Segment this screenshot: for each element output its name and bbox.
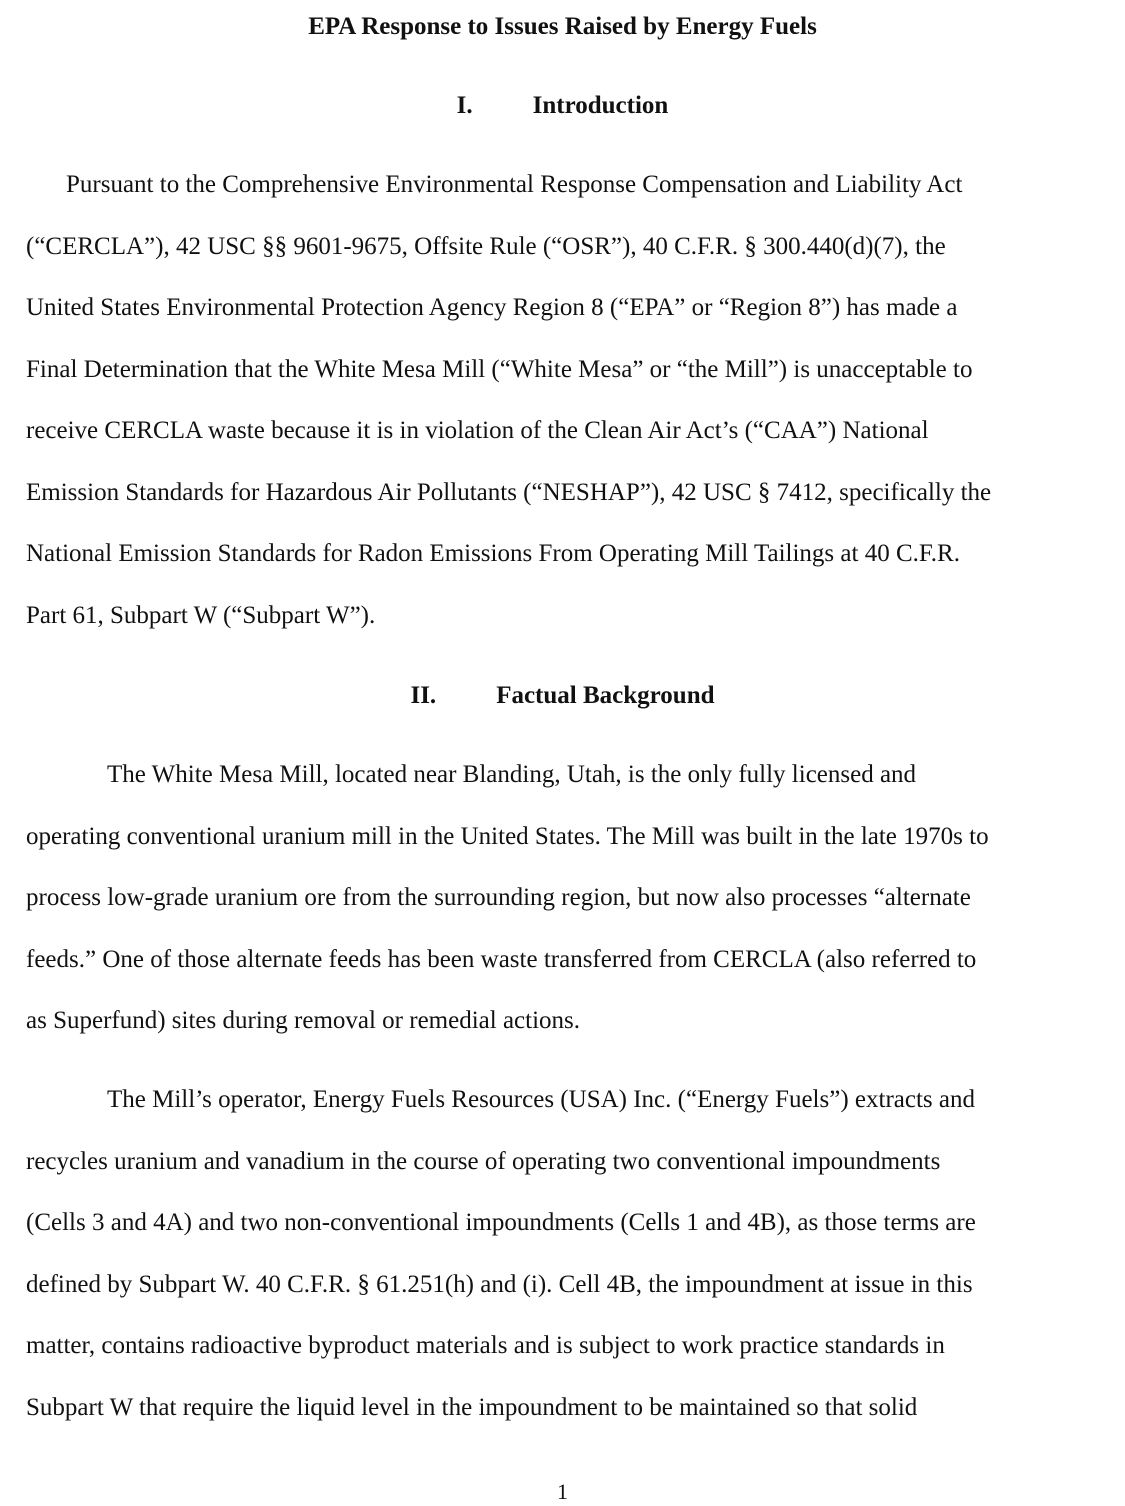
paragraph-line: The White Mesa Mill, located near Blanding, Utah, is the only fully licensed and (107, 761, 917, 788)
paragraph-line: Emission Standards for Hazardous Air Pollutants (“NESHAP”), 42 USC § 7412, specifically the (26, 478, 992, 506)
section-heading-introduction (0, 89, 1125, 123)
paragraph-line: National Emission Standards for Radon Emissions From Operating Mill Tailings at 40 C.F.R. (26, 540, 960, 567)
paragraph-factual-background-1 (26, 744, 1066, 1052)
paragraph-line: matter, contains radioactive byproduct materials and is subject to work practice standards in (26, 1332, 945, 1359)
section-heading-factual-background (0, 679, 1125, 713)
section-title: Introduction (532, 92, 669, 119)
paragraph-line: Pursuant to the Comprehensive Environmental Response Compensation and Liability Act (66, 171, 963, 198)
paragraph-factual-background-2 (26, 1069, 1066, 1438)
paragraph-line: feeds.” One of those alternate feeds has been waste transferred from CERCLA (also referred to (26, 945, 977, 973)
section-number: II. (410, 682, 437, 709)
section-number: I. (456, 92, 473, 119)
paragraph-line: Part 61, Subpart W (“Subpart W”). (26, 601, 376, 629)
paragraph-line: operating conventional uranium mill in the United States. The Mill was built in the late 1970s to (26, 822, 989, 850)
paragraph-line: receive CERCLA waste because it is in violation of the Clean Air Act’s (“CAA”) National (26, 417, 929, 444)
paragraph-line: recycles uranium and vanadium in the course of operating two conventional impoundments (26, 1147, 941, 1175)
paragraph-line: defined by Subpart W. 40 C.F.R. § 61.251(h) and (i). Cell 4B, the impoundment at issue in this (26, 1270, 973, 1298)
paragraph-introduction (26, 154, 1066, 646)
document-title: EPA Response to Issues Raised by Energy Fuels (308, 13, 817, 40)
page-number: 1 (557, 1479, 568, 1504)
paragraph-line: process low-grade uranium ore from the surrounding region, but now also processes “alternate (26, 884, 971, 911)
paragraph-line: as Superfund) sites during removal or remedial actions. (26, 1007, 581, 1034)
section-title: Factual Background (496, 682, 715, 709)
paragraph-line: Subpart W that require the liquid level in the impoundment to be maintained so that solid (26, 1393, 918, 1421)
paragraph-line: The Mill’s operator, Energy Fuels Resources (USA) Inc. (“Energy Fuels”) extracts and (107, 1086, 975, 1113)
paragraph-line: (Cells 3 and 4A) and two non-conventional impoundments (Cells 1 and 4B), as those terms are (26, 1209, 976, 1236)
paragraph-line: Final Determination that the White Mesa Mill (“White Mesa” or “the Mill”) is unacceptable to (26, 355, 973, 383)
paragraph-line: United States Environmental Protection Agency Region 8 (“EPA” or “Region 8”) has made a (26, 294, 958, 321)
paragraph-line: (“CERCLA”), 42 USC §§ 9601-9675, Offsite Rule (“OSR”), 40 C.F.R. § 300.440(d)(7), the (26, 232, 946, 260)
